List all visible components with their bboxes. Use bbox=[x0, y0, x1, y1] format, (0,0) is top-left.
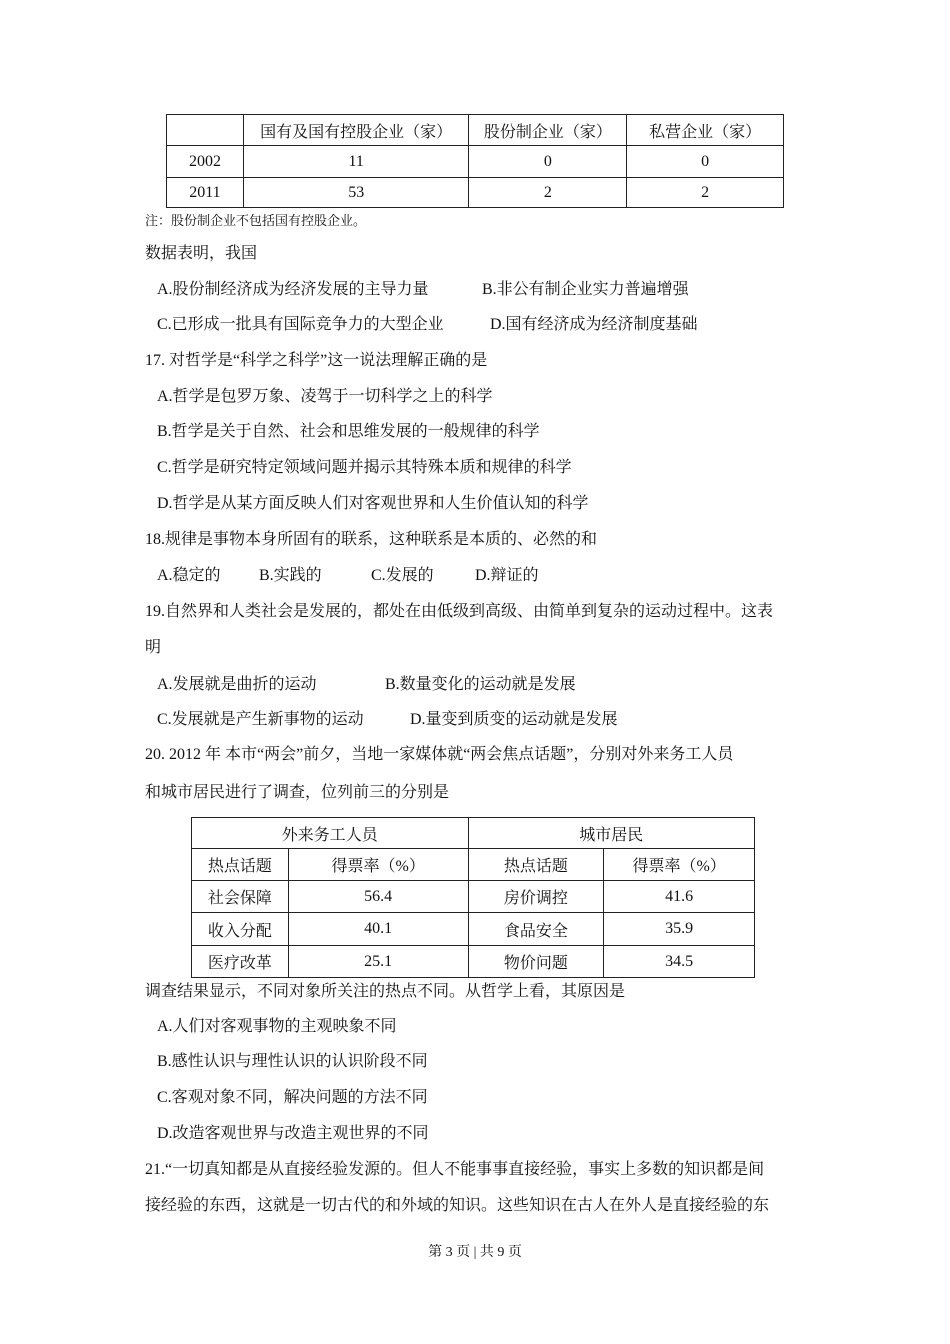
table-header bbox=[167, 115, 244, 146]
option-d: D.国有经济成为经济制度基础 bbox=[490, 316, 698, 333]
option-d: D.辩证的 bbox=[475, 567, 539, 584]
table-cell: 2 bbox=[627, 178, 784, 208]
table-cell: 2002 bbox=[167, 146, 244, 178]
table-cell: 房价调控 bbox=[468, 881, 604, 913]
table-header: 股份制企业（家） bbox=[469, 115, 627, 146]
table-header: 热点话题 bbox=[468, 849, 604, 881]
option-d: D.改造客观世界与改造主观世界的不同 bbox=[157, 1125, 429, 1142]
question-stem: 17. 对哲学是“科学之科学”这一说法理解正确的是 bbox=[145, 352, 488, 369]
option-c: C.客观对象不同，解决问题的方法不同 bbox=[157, 1089, 428, 1106]
table-row bbox=[167, 178, 784, 208]
table-header: 得票率（%） bbox=[604, 849, 755, 881]
option-a: A.人们对客观事物的主观映象不同 bbox=[157, 1018, 397, 1035]
option-b: B.非公有制企业实力普遍增强 bbox=[482, 281, 689, 298]
table-cell: 25.1 bbox=[288, 946, 468, 978]
option-d: D.哲学是从某方面反映人们对客观世界和人生价值认知的科学 bbox=[157, 495, 589, 512]
table-header: 热点话题 bbox=[192, 849, 289, 881]
table-cell: 34.5 bbox=[604, 946, 755, 978]
option-c: C.发展的 bbox=[371, 567, 434, 584]
table-cell: 0 bbox=[627, 146, 784, 178]
option-a: A.发展就是曲折的运动 bbox=[157, 676, 317, 693]
survey-table bbox=[191, 817, 755, 978]
option-a: A.哲学是包罗万象、凌驾于一切科学之上的科学 bbox=[157, 388, 493, 405]
option-d: D.量变到质变的运动就是发展 bbox=[410, 711, 618, 728]
table-cell: 医疗改革 bbox=[192, 946, 289, 978]
table-cell: 社会保障 bbox=[192, 881, 289, 913]
option-c: C.已形成一批具有国际竞争力的大型企业 bbox=[157, 316, 444, 333]
table-note: 注：股份制企业不包括国有控股企业。 bbox=[145, 213, 367, 228]
option-b: B.数量变化的运动就是发展 bbox=[385, 676, 576, 693]
option-b: B.感性认识与理性认识的认识阶段不同 bbox=[157, 1053, 428, 1070]
question-stem: 接经验的东西，这就是一切古代的和外域的知识。这些知识在古人在外人是直接经验的东 bbox=[145, 1197, 770, 1214]
enterprise-table bbox=[166, 114, 784, 208]
option-b: B.实践的 bbox=[259, 567, 322, 584]
table-header: 国有及国有控股企业（家） bbox=[243, 115, 469, 146]
table-cell: 0 bbox=[469, 146, 627, 178]
option-b: B.哲学是关于自然、社会和思维发展的一般规律的科学 bbox=[157, 423, 540, 440]
table-cell: 41.6 bbox=[604, 881, 755, 913]
table-row bbox=[192, 913, 755, 946]
table-header: 私营企业（家） bbox=[627, 115, 784, 146]
question-stem: 明 bbox=[145, 639, 162, 656]
table-cell: 物价问题 bbox=[468, 946, 604, 978]
table-row bbox=[192, 946, 755, 978]
group-header: 城市居民 bbox=[468, 818, 755, 849]
question-stem: 18.规律是事物本身所固有的联系，这种联系是本质的、必然的和 bbox=[145, 531, 598, 548]
table-cell: 11 bbox=[243, 146, 469, 178]
table-row bbox=[192, 881, 755, 913]
question-stem: 19.自然界和人类社会是发展的，都处在由低级到高级、由简单到复杂的运动过程中。这表 bbox=[145, 603, 774, 620]
question-stem: 21.“一切真知都是从直接经验发源的。但人不能事事直接经验，事实上多数的知识都是间 bbox=[145, 1161, 765, 1178]
question-stem: 调查结果显示，不同对象所关注的热点不同。从哲学上看，其原因是 bbox=[145, 983, 626, 1000]
question-stem: 数据表明，我国 bbox=[145, 245, 258, 262]
table-cell: 2011 bbox=[167, 178, 244, 208]
question-stem: 20. 2012 年 本市“两会”前夕，当地一家媒体就“两会焦点话题”，分别对外来务工人员 bbox=[145, 746, 734, 763]
table-row bbox=[167, 146, 784, 178]
group-header: 外来务工人员 bbox=[192, 818, 469, 849]
table-cell: 食品安全 bbox=[468, 913, 604, 946]
option-a: A.稳定的 bbox=[157, 567, 221, 584]
page-footer: 第 3 页 | 共 9 页 bbox=[428, 1245, 522, 1260]
table-cell: 56.4 bbox=[288, 881, 468, 913]
option-c: C.发展就是产生新事物的运动 bbox=[157, 711, 364, 728]
table-cell: 收入分配 bbox=[192, 913, 289, 946]
question-stem: 和城市居民进行了调查，位列前三的分别是 bbox=[145, 784, 450, 801]
table-cell: 40.1 bbox=[288, 913, 468, 946]
option-a: A.股份制经济成为经济发展的主导力量 bbox=[157, 281, 429, 298]
table-cell: 2 bbox=[469, 178, 627, 208]
table-cell: 53 bbox=[243, 178, 469, 208]
option-c: C.哲学是研究特定领域问题并揭示其特殊本质和规律的科学 bbox=[157, 459, 572, 476]
table-header: 得票率（%） bbox=[288, 849, 468, 881]
table-cell: 35.9 bbox=[604, 913, 755, 946]
